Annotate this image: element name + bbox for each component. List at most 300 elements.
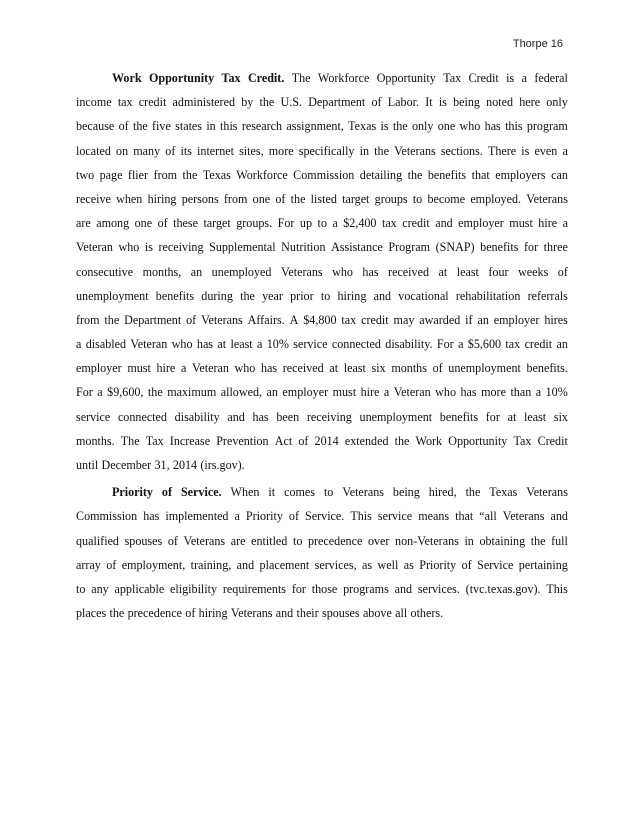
word: the <box>374 143 389 158</box>
word: tax <box>117 95 133 110</box>
word: received <box>388 264 429 279</box>
word: is <box>144 240 153 255</box>
word: Priority <box>419 557 457 572</box>
word: these <box>173 216 198 231</box>
running-head: Thorpe 16 <box>512 38 563 50</box>
text-line <box>76 504 568 528</box>
word: six <box>553 409 568 424</box>
word: and <box>275 606 294 621</box>
word: pertaining <box>518 557 568 572</box>
word: connected <box>117 409 167 424</box>
word: to <box>317 216 327 231</box>
word: extended <box>344 433 389 448</box>
heading-word: Opportunity <box>148 71 215 85</box>
word: benefits <box>480 240 519 255</box>
word: must <box>127 361 151 376</box>
word: tax <box>381 216 397 231</box>
word: at <box>217 337 227 352</box>
word: December <box>101 458 152 472</box>
word: benefits <box>439 409 479 424</box>
word: unemployment <box>448 361 521 376</box>
word: others. <box>410 606 444 621</box>
word: it <box>268 485 276 500</box>
word: states <box>175 119 203 134</box>
word: even <box>534 143 558 158</box>
word: maximum <box>167 385 217 400</box>
word: A <box>289 312 299 327</box>
word: been <box>276 409 300 424</box>
heading-word: Priority <box>112 485 153 500</box>
word: and <box>373 288 392 303</box>
word: for <box>291 581 306 596</box>
word: who <box>332 264 353 279</box>
word: has <box>252 409 269 424</box>
word: has <box>143 509 160 524</box>
word: if <box>465 312 473 327</box>
text-line <box>76 260 568 284</box>
word: is <box>506 71 515 85</box>
word: from <box>153 167 178 182</box>
word: Prevention <box>216 433 269 448</box>
word: employed. <box>470 191 522 206</box>
word: hired, <box>428 485 457 500</box>
word: has <box>261 361 278 376</box>
word: its <box>180 143 192 158</box>
word: the <box>182 167 198 182</box>
word: the <box>104 312 120 327</box>
word: This <box>546 581 568 596</box>
word: one <box>437 119 456 134</box>
word: of <box>557 264 568 279</box>
word: least <box>456 264 479 279</box>
word: 10% <box>545 385 568 400</box>
word: Labor. <box>387 95 420 110</box>
word: Veterans <box>201 312 243 327</box>
word: year <box>262 288 283 303</box>
word: and <box>550 509 568 524</box>
word: receive <box>76 191 111 206</box>
word: placement <box>259 557 310 572</box>
word: up <box>299 216 313 231</box>
word: a <box>234 509 240 524</box>
word: groups <box>374 191 408 206</box>
word: of <box>157 216 168 231</box>
word: one <box>134 216 153 231</box>
word: Nutrition <box>281 240 326 255</box>
word: this <box>505 119 523 134</box>
text-line <box>76 187 568 211</box>
word: Texas <box>348 119 377 134</box>
word: Texas <box>202 167 231 182</box>
word: Workforce <box>317 71 370 85</box>
word: a <box>97 385 103 400</box>
word: service <box>76 409 111 424</box>
word: here <box>519 95 541 110</box>
word: during <box>201 288 233 303</box>
word: full <box>551 533 568 548</box>
text-line <box>76 553 568 577</box>
word: For <box>277 216 295 231</box>
word: to <box>323 485 334 500</box>
word: Veteran <box>76 240 113 255</box>
text-line <box>76 529 568 553</box>
word: Veterans <box>526 191 568 206</box>
word: until <box>76 458 99 472</box>
word: Tax <box>443 71 462 85</box>
word: Supplemental <box>209 240 276 255</box>
word: places <box>76 606 107 621</box>
word: well <box>377 557 399 572</box>
word: Veteran <box>191 361 229 376</box>
word: 2014 <box>314 433 339 448</box>
word: sections. <box>440 143 483 158</box>
text-line <box>76 601 568 625</box>
word: service <box>293 337 328 352</box>
word: and <box>227 409 245 424</box>
word: a <box>180 361 187 376</box>
word: Veteran <box>130 337 168 352</box>
word: their <box>296 606 319 621</box>
word: three <box>543 240 568 255</box>
word: of <box>298 433 309 448</box>
word: Act <box>274 433 293 448</box>
word: Work <box>415 433 443 448</box>
word: only <box>546 95 568 110</box>
word: of <box>167 533 178 548</box>
word: on <box>116 143 129 158</box>
word: in <box>206 119 216 134</box>
word: least <box>343 361 366 376</box>
word: become <box>427 191 466 206</box>
word: programs <box>343 581 389 596</box>
word: those <box>311 581 338 596</box>
word: detailing <box>359 167 403 182</box>
word: comes <box>284 485 315 500</box>
word: are <box>230 533 246 548</box>
word: income <box>76 95 112 110</box>
word: $9,600, <box>107 385 144 400</box>
word: more <box>268 143 294 158</box>
text-line <box>76 308 568 332</box>
word: Tax <box>145 433 164 448</box>
text-line <box>76 114 568 138</box>
word: $4,800 <box>303 312 337 327</box>
word: employer <box>493 312 540 327</box>
word: a <box>521 71 527 85</box>
word: This <box>350 509 372 524</box>
word: 2014 <box>172 458 198 472</box>
heading-word: of <box>161 485 172 500</box>
word: more <box>481 385 506 400</box>
word: service <box>377 509 413 524</box>
word: disabled <box>85 337 127 352</box>
word: credit <box>361 312 389 327</box>
word: Veterans <box>526 485 568 500</box>
word: from <box>76 312 100 327</box>
word: consecutive <box>76 264 134 279</box>
word: being <box>392 485 420 500</box>
word: who <box>234 361 256 376</box>
word: program <box>526 119 568 134</box>
word: the <box>132 119 148 134</box>
word: being <box>453 95 480 110</box>
word: of <box>106 557 117 572</box>
word: least <box>230 337 253 352</box>
word: and <box>435 216 453 231</box>
text-line <box>76 90 568 114</box>
word: and <box>236 557 255 572</box>
word: employment, <box>121 557 186 572</box>
word: at <box>507 409 517 424</box>
word: employers <box>495 167 546 182</box>
word: is <box>438 95 447 110</box>
word: credit <box>402 216 430 231</box>
word: and <box>394 581 413 596</box>
word: employer <box>458 216 504 231</box>
word: Veteran <box>393 385 431 400</box>
text-line <box>76 235 568 259</box>
word: an <box>190 264 203 279</box>
word: noted <box>486 95 514 110</box>
word: of <box>288 509 299 524</box>
word: Increase <box>169 433 211 448</box>
word: The <box>120 433 140 448</box>
word: the <box>392 119 408 134</box>
word: sites, <box>239 143 264 158</box>
word: disability <box>174 409 220 424</box>
word: implemented <box>165 509 229 524</box>
word: Tax <box>513 433 532 448</box>
word: tax <box>341 312 357 327</box>
word: four <box>488 264 509 279</box>
word: who <box>435 385 456 400</box>
word: Veterans <box>394 143 436 158</box>
text-line <box>76 480 568 504</box>
word: administered <box>172 95 235 110</box>
word: disability. <box>385 337 433 352</box>
word: that <box>471 167 490 182</box>
word: Opportunity <box>376 71 436 85</box>
word: to <box>412 191 423 206</box>
word: the <box>259 95 275 110</box>
word: hiring <box>147 191 177 206</box>
text-line <box>76 211 568 235</box>
word: credit <box>524 337 553 352</box>
word: a <box>458 337 464 352</box>
word: the <box>465 485 481 500</box>
word: training, <box>190 557 232 572</box>
word: Veterans <box>230 606 273 621</box>
word: hire <box>538 216 558 231</box>
word: connected <box>331 337 381 352</box>
word: Service. <box>305 509 345 524</box>
word: requirements <box>222 581 287 596</box>
word: benefits. <box>526 361 568 376</box>
word: months. <box>76 433 115 448</box>
text-line <box>76 577 568 601</box>
word: this <box>220 119 238 134</box>
word: a <box>257 337 263 352</box>
word: assignment, <box>286 119 344 134</box>
word: located <box>76 143 111 158</box>
heading-word: Work <box>112 71 142 85</box>
word: qualified <box>76 533 119 548</box>
word: the <box>407 167 423 182</box>
word: credit <box>138 95 167 110</box>
word: tax <box>505 337 521 352</box>
word: only <box>411 119 434 134</box>
word: hiring <box>337 288 367 303</box>
word: an <box>477 312 489 327</box>
word: 31, <box>154 458 170 472</box>
word: must <box>509 216 533 231</box>
text-line <box>76 380 568 404</box>
word: the <box>530 533 546 548</box>
word: Department <box>124 312 182 327</box>
word: Commission <box>293 167 355 182</box>
word: Priority <box>245 509 283 524</box>
paragraph-work-opportunity-tax-credit <box>76 66 568 477</box>
word: U.S. <box>280 95 302 110</box>
word: has <box>362 264 379 279</box>
word: weeks <box>518 264 549 279</box>
text-line <box>76 453 568 477</box>
word: an <box>266 385 278 400</box>
word: listed <box>310 191 337 206</box>
word: prior <box>290 288 314 303</box>
word: all <box>395 606 408 621</box>
text-line <box>76 284 568 308</box>
word: the <box>394 433 410 448</box>
word: For <box>436 337 454 352</box>
word: from <box>223 191 248 206</box>
word: must <box>332 385 357 400</box>
word: $2,400 <box>343 216 377 231</box>
text-line <box>76 66 568 90</box>
word: target <box>342 191 370 206</box>
word: (tvc.texas.gov). <box>465 581 541 596</box>
word: unemployment <box>76 288 149 303</box>
word: over <box>367 533 390 548</box>
word: $5,600 <box>467 337 502 352</box>
word: persons <box>181 191 219 206</box>
word: has <box>196 337 214 352</box>
word: obtaining <box>479 533 526 548</box>
word: Texas <box>489 485 518 500</box>
word: benefits <box>155 288 195 303</box>
word: target <box>203 216 231 231</box>
body-text <box>76 66 568 625</box>
word: hire <box>156 361 176 376</box>
word: may <box>393 312 415 327</box>
text-line <box>76 356 568 380</box>
text-line <box>76 139 568 163</box>
word: array <box>76 557 101 572</box>
text-line <box>76 163 568 187</box>
word: spouses <box>322 606 360 621</box>
word: to <box>292 533 303 548</box>
word: six <box>371 361 386 376</box>
word: an <box>556 337 568 352</box>
word: entitled <box>251 533 288 548</box>
word: eligibility <box>170 581 218 596</box>
word: referrals <box>527 288 568 303</box>
word: services. <box>417 581 460 596</box>
word: hire <box>360 385 380 400</box>
word: to <box>320 288 331 303</box>
word: above <box>362 606 392 621</box>
word: Credit <box>468 71 499 85</box>
word: at <box>329 361 339 376</box>
word: has <box>460 385 477 400</box>
word: receiving <box>306 409 352 424</box>
word: of <box>371 95 382 110</box>
word: When <box>230 485 260 500</box>
word: awarded <box>419 312 461 327</box>
word: Veterans <box>502 509 545 524</box>
word: who <box>459 119 481 134</box>
word: than <box>510 385 532 400</box>
text-line <box>76 332 568 356</box>
word: as <box>403 557 414 572</box>
word: unemployment <box>359 409 433 424</box>
word: hires <box>544 312 568 327</box>
word: rehabilitation <box>455 288 521 303</box>
word: has <box>484 119 501 134</box>
word: the <box>290 191 306 206</box>
word: of <box>275 191 286 206</box>
word: who <box>171 337 193 352</box>
word: by <box>241 95 254 110</box>
word: internet <box>197 143 234 158</box>
word: Program <box>388 240 431 255</box>
word: as <box>362 557 373 572</box>
word: a <box>383 385 390 400</box>
word: to <box>76 581 86 596</box>
word: precedence <box>307 533 363 548</box>
text-line <box>76 429 568 453</box>
word: receiving <box>158 240 204 255</box>
word: The <box>291 71 311 85</box>
paragraph-priority-of-service <box>76 480 568 625</box>
word: Commission <box>76 509 138 524</box>
word: It <box>425 95 433 110</box>
word: Veterans <box>183 533 226 548</box>
word: for <box>485 409 500 424</box>
word: non-Veterans <box>395 533 459 548</box>
word: of <box>165 143 176 158</box>
word: one <box>252 191 271 206</box>
word: employer <box>282 385 329 400</box>
word: vocational <box>398 288 449 303</box>
word: For <box>76 385 93 400</box>
word: precedence <box>127 606 182 621</box>
word: months, <box>142 264 182 279</box>
word: a <box>562 216 568 231</box>
word: Assistance <box>331 240 383 255</box>
word: (irs.gov). <box>200 458 245 472</box>
word: Workforce <box>236 167 288 182</box>
word: of <box>186 312 197 327</box>
word: unemployed <box>211 264 272 279</box>
word: There <box>487 143 517 158</box>
word: any <box>91 581 109 596</box>
word: “all <box>479 509 497 524</box>
word: who <box>118 240 140 255</box>
word: of <box>118 119 129 134</box>
word: Opportunity <box>448 433 508 448</box>
heading-word: Service. <box>180 485 222 500</box>
